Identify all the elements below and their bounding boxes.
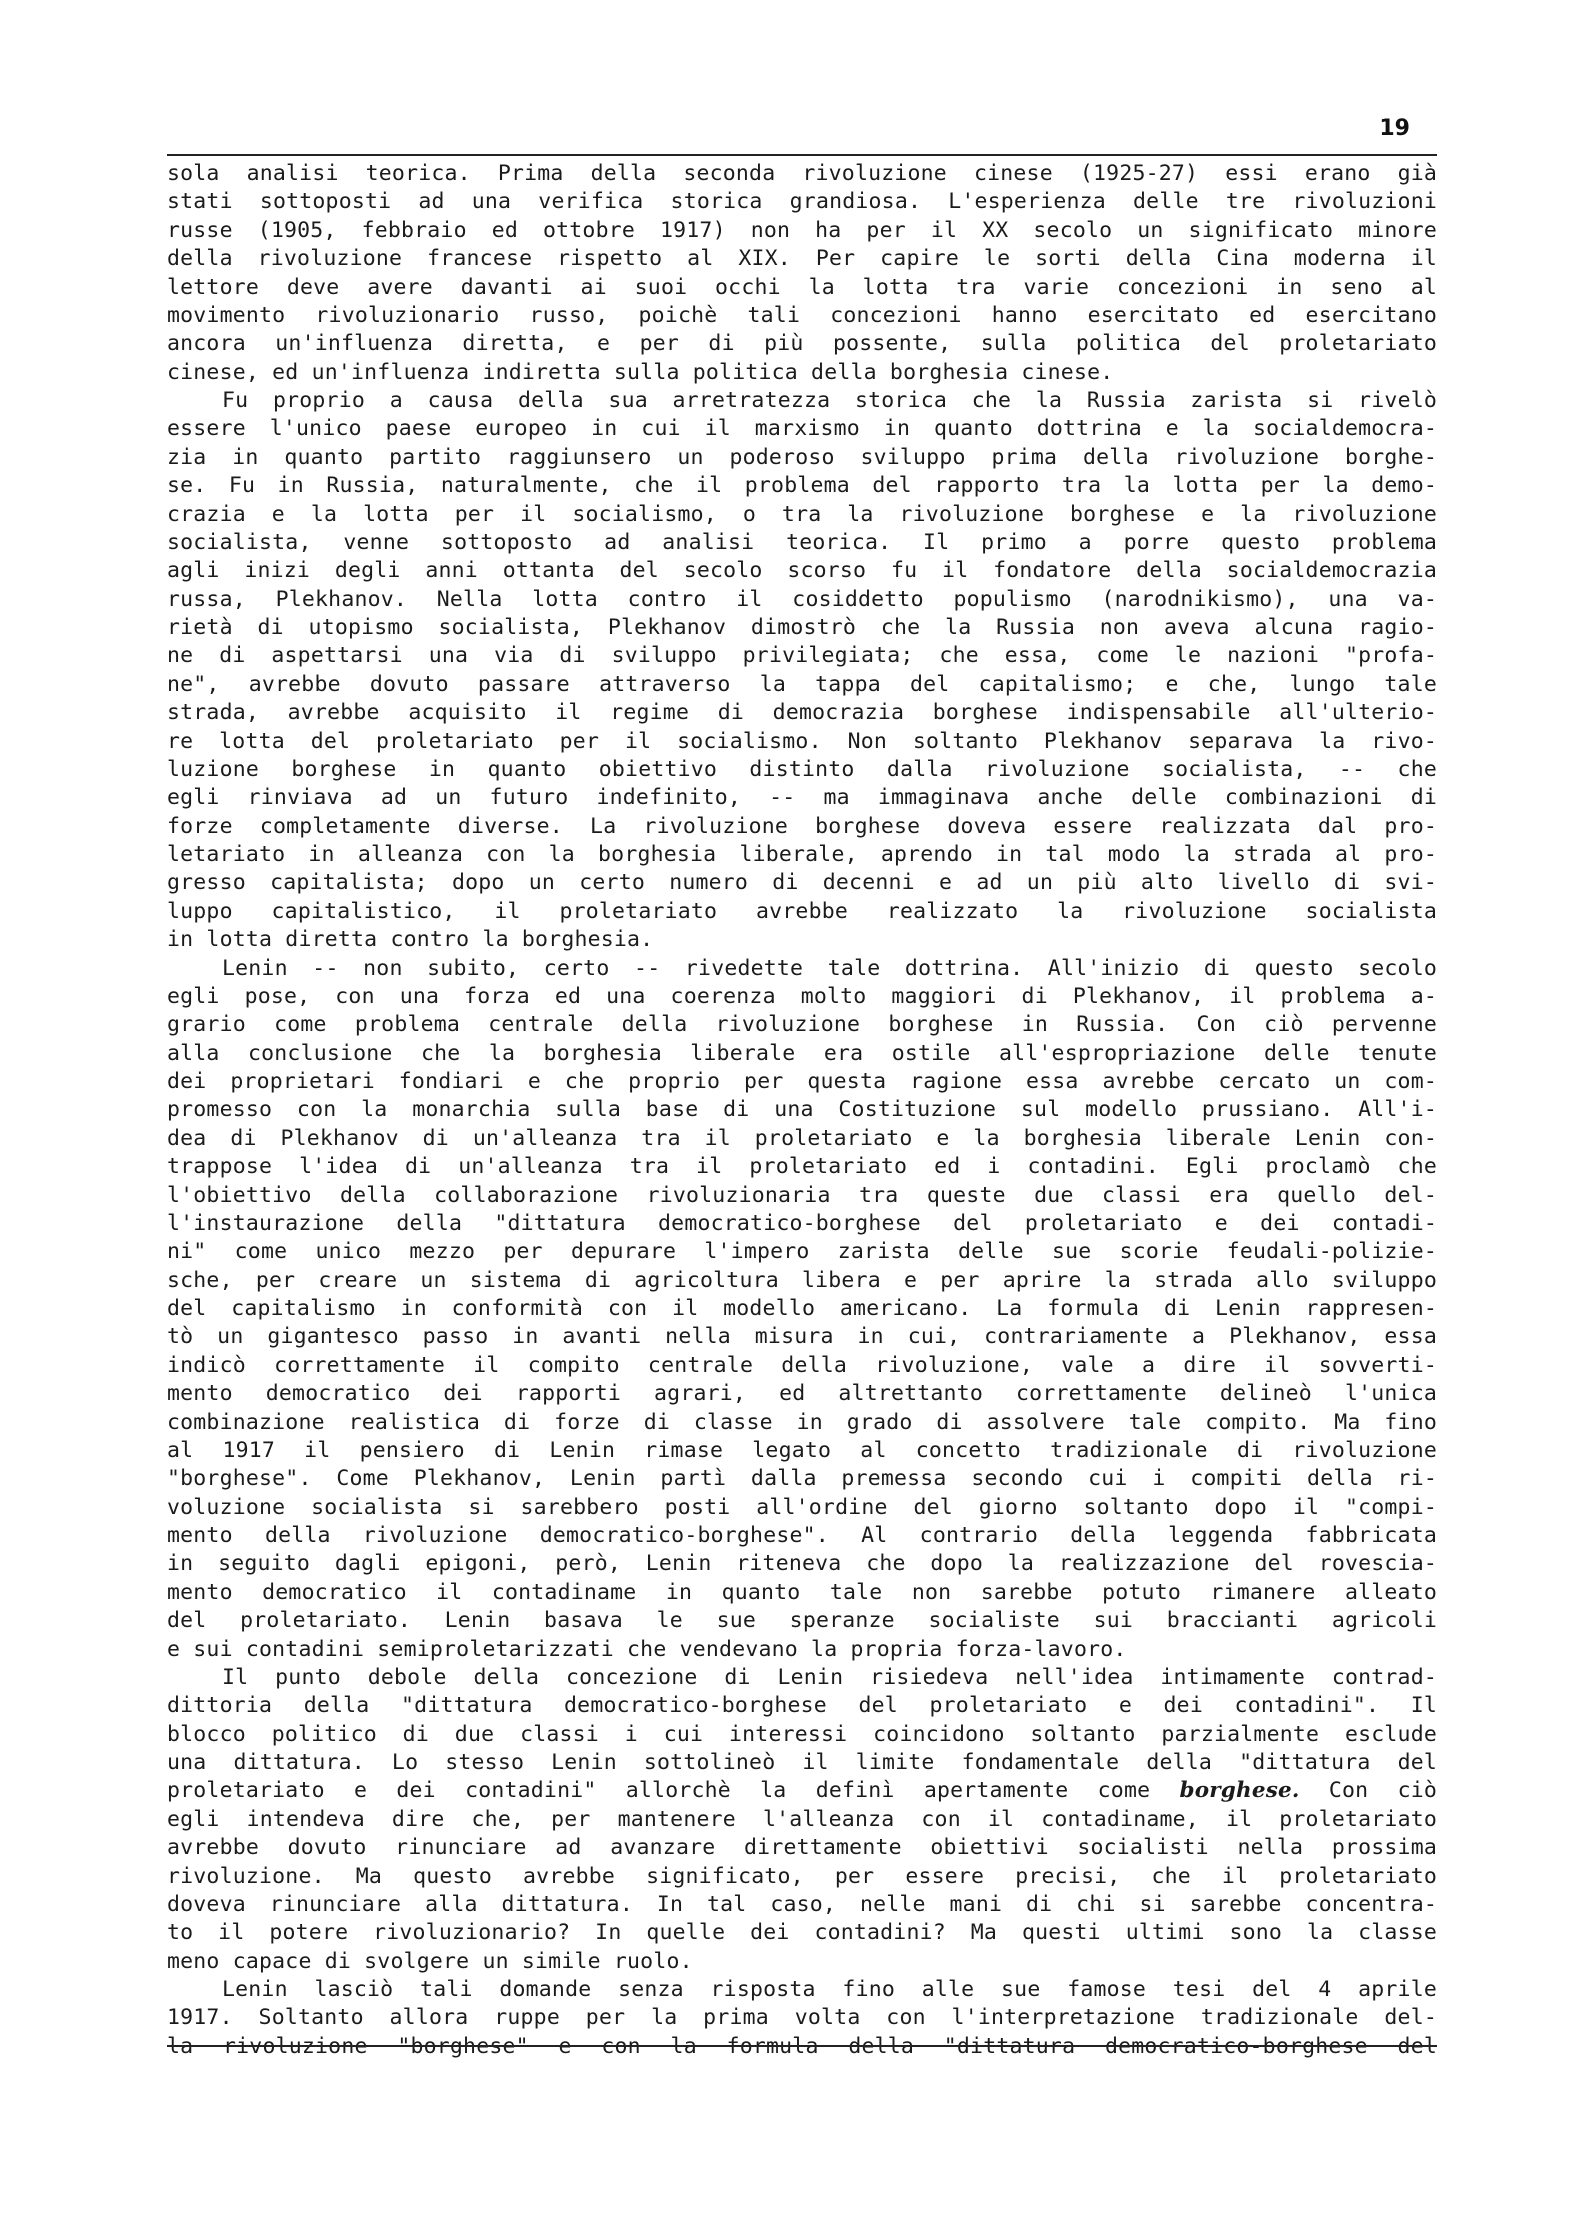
text-line: Lenin lasciò tali domande senza risposta fino alle sue famose tesi del 4 aprile xyxy=(222,1977,1437,2002)
text-line: forze completamente diverse. La rivoluzione borghese doveva essere realizzata dal pro- xyxy=(167,813,1437,839)
text-line: al 1917 il pensiero di Lenin rimase legato al concetto tradizionale di rivoluzione xyxy=(167,1437,1437,1463)
text-line: doveva rinunciare alla dittatura. In tal caso, nelle mani di chi si sarebbe concentra- xyxy=(167,1891,1437,1917)
text-line: stati sottoposti ad una verifica storica grandiosa. L'esperienza delle tre rivoluzioni xyxy=(167,189,1437,215)
text-line: sche, per creare un sistema di agricoltura libera e per aprire la strada allo sviluppo xyxy=(167,1267,1437,1293)
text-line: del proletariato. Lenin basava le sue speranze socialiste sui braccianti agricoli xyxy=(167,1608,1437,1634)
text-line: avrebbe dovuto rinunciare ad avanzare direttamente obiettivi socialisti nella prossima xyxy=(167,1835,1437,1861)
text-line: ne", avrebbe dovuto passare attraverso la tappa del capitalismo; e che, lungo tale xyxy=(167,671,1437,697)
text-line: cinese, ed un'influenza indiretta sulla politica della borghesia cinese. xyxy=(167,359,1114,385)
text-line: letariato in alleanza con la borghesia liberale, aprendo in tal modo la strada al pro- xyxy=(167,842,1437,867)
text-line: dittoria della "dittatura democratico-borghese del proletariato e dei contadini". Il xyxy=(167,1693,1437,1719)
text-line: ni" come unico mezzo per depurare l'impero zarista delle sue scorie feudali-polizie- xyxy=(167,1239,1437,1265)
text-line: la rivoluzione "borghese" e con la formula della "dittatura democratico-borghese del xyxy=(167,2033,1437,2059)
text-line: "borghese". Come Plekhanov, Lenin partì dalla premessa secondo cui i compiti della ri- xyxy=(167,1466,1437,1492)
text-line: Lenin -- non subito, certo -- rivedette tale dottrina. All'inizio di questo secolo xyxy=(222,955,1437,981)
text-line: luzione borghese in quanto obiettivo distinto dalla rivoluzione socialista, -- che xyxy=(167,756,1437,782)
text-line: mento democratico il contadiname in quanto tale non sarebbe potuto rimanere alleato xyxy=(167,1579,1437,1605)
text-line: egli pose, con una forza ed una coerenza molto maggiori di Plekhanov, il problema a- xyxy=(167,983,1437,1009)
text-line: Il punto debole della concezione di Lenin risiedeva nell'idea intimamente contrad- xyxy=(222,1664,1437,1690)
text-line: movimento rivoluzionario russo, poichè tali concezioni hanno esercitato ed esercitano xyxy=(167,302,1437,328)
text-line: alla conclusione che la borghesia liberale era ostile all'espropriazione delle tenute xyxy=(167,1040,1437,1066)
text-line: sola analisi teorica. Prima della seconda rivoluzione cinese (1925-27) essi erano già xyxy=(167,161,1437,186)
text-line: della rivoluzione francese rispetto al XIX. Per capire le sorti della Cina moderna il xyxy=(167,246,1437,272)
text-line: russe (1905, febbraio ed ottobre 1917) non ha per il XX secolo un significato minore xyxy=(167,217,1437,243)
emphasized-word: borghese. xyxy=(1179,1778,1300,1804)
text-line: blocco politico di due classi i cui interessi coincidono soltanto parzialmente esclude xyxy=(167,1721,1437,1747)
text-line: ancora un'influenza diretta, e per di più possente, sulla politica del proletariato xyxy=(167,331,1437,357)
text-line: egli intendeva dire che, per mantenere l'alleanza con il contadiname, il proletariato xyxy=(167,1806,1437,1832)
text-segment: proletariato e dei contadini" allorchè la definì apertamente come xyxy=(167,1778,1180,1804)
body-text xyxy=(167,160,1437,2061)
text-line: lettore deve avere davanti ai suoi occhi la lotta tra varie concezioni in seno al xyxy=(167,274,1437,300)
text-line: dea di Plekhanov di un'alleanza tra il proletariato e la borghesia liberale Lenin con- xyxy=(167,1125,1437,1151)
text-segment: Con ciò xyxy=(1299,1778,1437,1804)
text-line-with-emphasis xyxy=(167,1777,1437,1805)
text-line: russa, Plekhanov. Nella lotta contro il cosiddetto populismo (narodnikismo), una va- xyxy=(167,586,1437,612)
text-line: Fu proprio a causa della sua arretratezza storica che la Russia zarista si rivelò xyxy=(222,388,1437,413)
text-line: zia in quanto partito raggiunsero un poderoso sviluppo prima della rivoluzione borghe- xyxy=(167,444,1437,470)
text-line: l'instaurazione della "dittatura democratico-borghese del proletariato e dei contadi- xyxy=(167,1210,1437,1236)
text-line: in lotta diretta contro la borghesia. xyxy=(167,927,654,953)
text-line: gresso capitalista; dopo un certo numero di decenni e ad un più alto livello di svi- xyxy=(167,870,1437,896)
text-line: in seguito dagli epigoni, però, Lenin riteneva che dopo la realizzazione del rovescia- xyxy=(167,1551,1437,1577)
text-line: tò un gigantesco passo in avanti nella misura in cui, contrariamente a Plekhanov, essa xyxy=(167,1324,1437,1350)
footer-rule xyxy=(167,2045,1437,2047)
text-line: grario come problema centrale della rivoluzione borghese in Russia. Con ciò pervenne xyxy=(167,1012,1437,1038)
text-line: re lotta del proletariato per il socialismo. Non soltanto Plekhanov separava la rivo- xyxy=(167,728,1437,754)
text-line: 1917. Soltanto allora ruppe per la prima volta con l'interpretazione tradizionale del- xyxy=(167,2005,1437,2031)
text-line: agli inizi degli anni ottanta del secolo scorso fu il fondatore della socialdemocrazia xyxy=(167,558,1437,584)
text-line: voluzione socialista si sarebbero posti all'ordine del giorno soltanto dopo il "compi- xyxy=(167,1494,1437,1520)
text-line: rivoluzione. Ma questo avrebbe significato, per essere precisi, che il proletariato xyxy=(167,1863,1437,1889)
text-line: l'obiettivo della collaborazione rivoluzionaria tra queste due classi era quello del- xyxy=(167,1182,1437,1208)
text-line: trappose l'idea di un'alleanza tra il proletariato ed i contadini. Egli proclamò che xyxy=(167,1154,1437,1180)
text-line: rietà di utopismo socialista, Plekhanov dimostrò che la Russia non aveva alcuna ragio- xyxy=(167,615,1437,640)
text-line: egli rinviava ad un futuro indefinito, -- ma immaginava anche delle combinazioni di xyxy=(167,785,1437,811)
text-line: dei proprietari fondiari e che proprio per questa ragione essa avrebbe cercato un com- xyxy=(167,1069,1437,1094)
text-line: indicò correttamente il compito centrale della rivoluzione, vale a dire il sovverti- xyxy=(167,1352,1437,1378)
text-line: socialista, venne sottoposto ad analisi teorica. Il primo a porre questo problema xyxy=(167,529,1437,555)
text-line: luppo capitalistico, il proletariato avrebbe realizzato la rivoluzione socialista xyxy=(167,898,1437,924)
text-line: meno capace di svolgere un simile ruolo. xyxy=(167,1948,693,1974)
text-line: to il potere rivoluzionario? In quelle dei contadini? Ma questi ultimi sono la classe xyxy=(167,1920,1437,1946)
text-line: combinazione realistica di forze di classe in grado di assolvere tale compito. Ma fino xyxy=(167,1409,1437,1435)
text-line: ne di aspettarsi una via di sviluppo privilegiata; che essa, come le nazioni "profa- xyxy=(167,643,1437,669)
text-line: crazia e la lotta per il socialismo, o tra la rivoluzione borghese e la rivoluzione xyxy=(167,501,1437,527)
text-line: mento della rivoluzione democratico-borghese". Al contrario della leggenda fabbricata xyxy=(167,1523,1437,1548)
text-line: una dittatura. Lo stesso Lenin sottolineò il limite fondamentale della "dittatura del xyxy=(167,1750,1437,1775)
text-line: del capitalismo in conformità con il modello americano. La formula di Lenin rappresen- xyxy=(167,1296,1437,1321)
header-rule xyxy=(167,154,1437,156)
text-line: strada, avrebbe acquisito il regime di democrazia borghese indispensabile all'ulterio- xyxy=(167,700,1437,726)
text-line: essere l'unico paese europeo in cui il marxismo in quanto dottrina e la socialdemocra- xyxy=(167,416,1437,442)
text-line: promesso con la monarchia sulla base di una Costituzione sul modello prussiano. All'i- xyxy=(167,1097,1437,1123)
text-line: mento democratico dei rapporti agrari, ed altrettanto correttamente delineò l'unica xyxy=(167,1381,1437,1407)
text-line: e sui contadini semiproletarizzati che vendevano la propria forza-lavoro. xyxy=(167,1636,1127,1662)
page-number: 19 xyxy=(1379,116,1410,141)
text-line: se. Fu in Russia, naturalmente, che il problema del rapporto tra la lotta per la demo- xyxy=(167,473,1437,499)
